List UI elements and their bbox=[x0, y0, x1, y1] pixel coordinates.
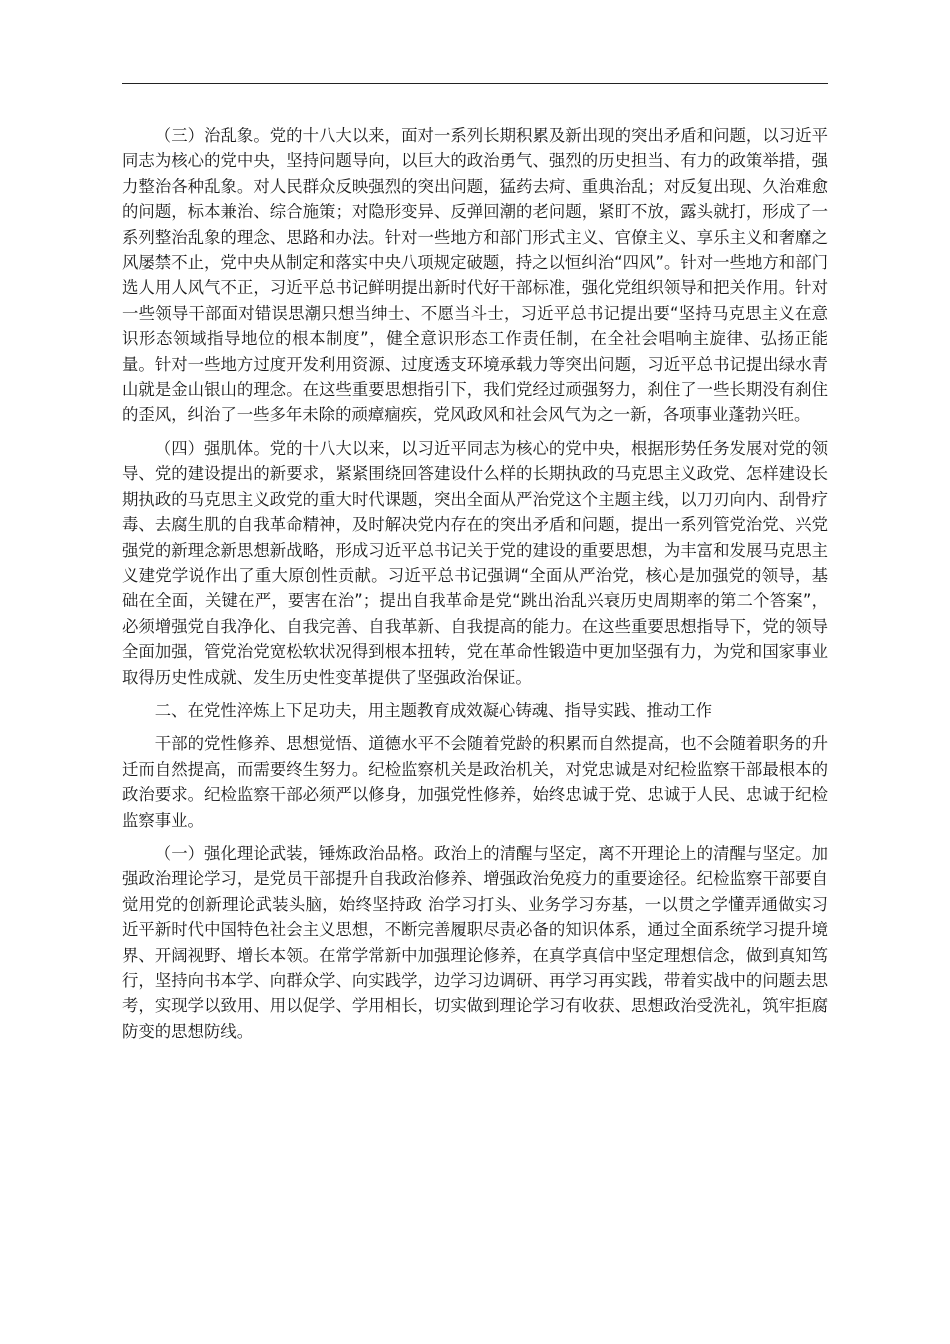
paragraph-intro: 干部的党性修养、思想觉悟、道德水平不会随着党龄的积累而自然提高，也不会随着职务的升迁而自然提高，而需要终生努力。纪检监察机关是政治机关，对党忠诚是对纪检监察干部最根本的政治要求。纪检监察干部必须严以修身，加强党性修养，始终忠诚于党、忠诚于人民、忠诚于纪检监察事业。 bbox=[122, 734, 828, 830]
header-rule bbox=[122, 83, 828, 84]
paragraph-subsection-1: （一）强化理论武装，锤炼政治品格。政治上的清醒与坚定，离不开理论上的清醒与坚定。加强政治理论学习，是党员干部提升自我政治修养、增强政治免疫力的重要途径。纪检监察干部要自觉用党的创新理论武装头脑，始终坚持政 治学习打头、业务学习夯基，一以贯之学懂弄通做实习近平新时代中国特色社会主义思想，不断完善履职尽责必备的知识体系，通过全面系统学习提升境界、开阔视野、增长本领。在常学常新中加强理论修养，在真学真信中坚定理想信念，做到真知笃行，坚持向书本学、向群众学、向实践学，边学习边调研、再学习再实践，带着实战中的问题去思考，实现学以致用、用以促学、学用相长，切实做到理论学习有收获、思想政治受洗礼，筑牢拒腐防变的思想防线。 bbox=[122, 843, 828, 1041]
paragraph-section-4: （四）强肌体。党的十八大以来，以习近平同志为核心的党中央，根据形势任务发展对党的领导、党的建设提出的新要求，紧紧围绕回答建设什么样的长期执政的马克思主义政党、怎样建设长期执政的马克思主义政党的重大时代课题，突出全面从严治党这个主题主线，以刀刃向内、刮骨疗毒、去腐生肌的自我革命精神，及时解决党内存在的突出矛盾和问题，提出一系列管党治党、兴党强党的新理念新思想新战略，形成习近平总书记关于党的建设的重要思想，为丰富和发展马克思主义建党学说作出了重大原创性贡献。习近平总书记强调“全面从严治党，核心是加强党的领导，基础在全面，关键在严，要害在治”；提出自我革命是党“跳出治乱兴衰历史周期率的第二个答案”，必须增强党自我净化、自我完善、自我革新、自我提高的能力。在这些重要思想指导下，党的领导全面加强，管党治党宽松软状况得到根本扭转，党在革命性锻造中更加坚强有力，为党和国家事业取得历史性成就、发生历史性变革提供了坚强政治保证。 bbox=[122, 438, 828, 687]
paragraph-section-3: （三）治乱象。党的十八大以来，面对一系列长期积累及新出现的突出矛盾和问题，以习近平同志为核心的党中央，坚持问题导向，以巨大的政治勇气、强烈的历史担当、有力的政策举措，强力整治各种乱象。对人民群众反映强烈的突出问题，猛药去疴、重典治乱；对反复出现、久治难愈的问题，标本兼治、综合施策；对隐形变异、反弹回潮的老问题，紧盯不放，露头就打，形成了一系列整治乱象的理念、思路和办法。针对一些地方和部门形式主义、官僚主义、享乐主义和奢靡之风屡禁不止，党中央从制定和落实中央八项规定破题，持之以恒纠治“四风”。针对一些地方和部门选人用人风气不正，习近平总书记鲜明提出新时代好干部标准，强化党组织领导和把关作用。针对一些领导干部面对错误思潮只想当绅士、不愿当斗士，习近平总书记提出要“坚持马克思主义在意识形态领域指导地位的根本制度”，健全意识形态工作责任制，在全社会唱响主旋律、弘扬正能量。针对一些地方过度开发利用资源、过度透支环境承载力等突出问题，习近平总书记提出绿水青山就是金山银山的理念。在这些重要思想指引下，我们党经过顽强努力，刹住了一些长期没有刹住的歪风，纠治了一些多年未除的顽瘴痼疾，党风政风和社会风气为之一新，各项事业蓬勃兴旺。 bbox=[122, 126, 828, 425]
document-body bbox=[122, 123, 828, 1052]
section-heading-2: 二、在党性淬炼上下足功夫，用主题教育成效凝心铸魂、指导实践、推动工作 bbox=[154, 700, 713, 720]
